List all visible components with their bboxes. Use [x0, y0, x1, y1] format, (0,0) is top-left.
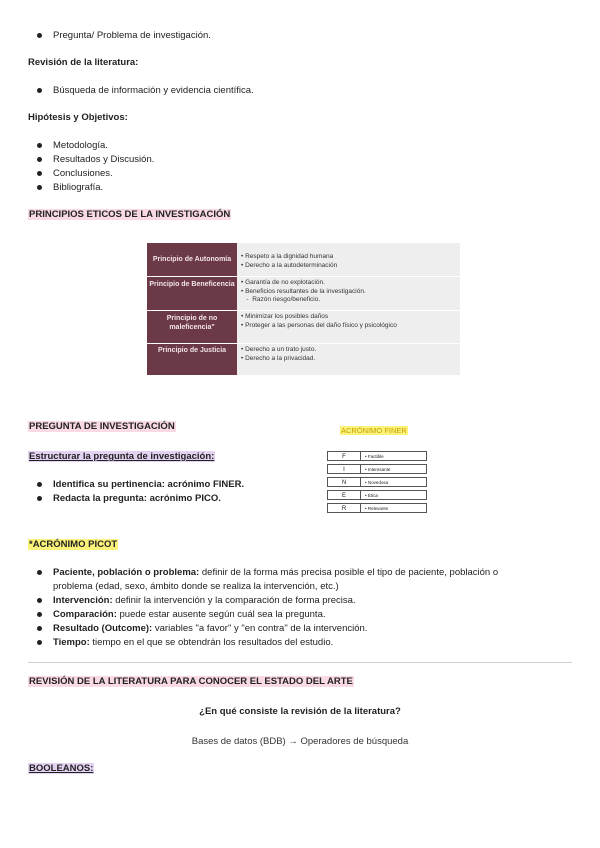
list-item-text: Bibliografía. [53, 182, 104, 193]
table-row [327, 451, 427, 461]
question-subheading [28, 451, 215, 462]
list-item-text: Metodología. [53, 140, 108, 151]
bullet-dot [37, 570, 42, 575]
bullet-dot [37, 640, 42, 645]
ethics-heading-text: PRINCIPIOS ETICOS DE LA INVESTIGACIÓN [29, 209, 231, 220]
review-question: ¿En qué consiste la revisión de la literatura? [199, 706, 401, 717]
finer-meaning: • Ética [361, 490, 427, 500]
finer-letter: R [327, 503, 361, 513]
picot-term: Comparación: [53, 609, 117, 620]
table-row [147, 311, 460, 343]
finer-letter: F [327, 451, 361, 461]
principle-item: • Garantía de no explotación. [241, 279, 325, 286]
picot-desc: definir de la forma más precisa posible el tipo de paciente, población o [199, 567, 499, 578]
list-item [53, 29, 211, 43]
bullet-dot [37, 33, 42, 38]
section-heading-lit-review: Revisión de la literatura: [28, 57, 139, 68]
finer-meaning: • Factible [361, 451, 427, 461]
section-heading-ethics [28, 209, 231, 220]
list-item [53, 622, 367, 636]
picot-term: Intervención: [53, 595, 113, 606]
picot-desc-cont: problema (edad, sexo, ámbito donde se realiza la intervención, etc.) [53, 581, 339, 592]
review-line: Bases de datos (BDB) → Operadores de búsqueda [191, 736, 409, 747]
question-subheading-text: Estructurar la pregunta de investigación: [29, 451, 215, 462]
finer-letter: E [327, 490, 361, 500]
list-item [53, 181, 103, 195]
table-divider [147, 276, 460, 277]
section-heading-hypothesis: Hipótesis y Objetivos: [28, 112, 128, 123]
principle-cell: Principio de Beneficencia [147, 277, 237, 310]
table-row [327, 490, 427, 500]
principle-item: • Respeto a la dignidad humana [241, 253, 334, 260]
bullet-dot [37, 626, 42, 631]
finer-title [340, 426, 408, 435]
principle-items-cell [237, 277, 460, 310]
principle-cell: Principio de no maleficencia" [147, 311, 237, 343]
list-item [53, 608, 326, 622]
table-row [147, 243, 460, 276]
finer-title-text: ACRÓNIMO FINER [341, 426, 407, 435]
picot-heading-text: *ACRÓNIMO PICOT [29, 539, 118, 550]
section-divider [28, 662, 572, 663]
question-heading-text: PREGUNTA DE INVESTIGACIÓN [29, 421, 175, 432]
principle-cell: Principio de Autonomía [147, 243, 237, 276]
finer-meaning: • Relevante [361, 503, 427, 513]
bullet-dot [37, 157, 42, 162]
bullet-dot [37, 598, 42, 603]
picot-desc: puede estar ausente según cuál sea la pregunta. [116, 609, 326, 620]
list-item [53, 492, 221, 506]
section-heading-booleans [28, 763, 94, 774]
section-heading-question [28, 421, 176, 432]
bullet-dot [37, 185, 42, 190]
booleans-heading-text: BOOLEANOS: [29, 763, 94, 774]
list-item [53, 478, 244, 492]
list-item [53, 594, 356, 608]
principle-items-cell [237, 243, 460, 276]
list-item-text: Pregunta/ Problema de investigación. [53, 30, 211, 41]
list-item [53, 153, 154, 167]
principle-item: • Beneficios resultantes de la investigación. [241, 287, 366, 295]
table-row [327, 503, 427, 513]
table-divider [147, 343, 460, 344]
principle-item: - Razón riesgo/beneficio. [241, 296, 321, 303]
bullet-dot [37, 496, 42, 501]
table-row [147, 344, 460, 375]
list-item [53, 84, 254, 98]
picot-desc: variables "a favor" y "en contra" de la intervención. [152, 623, 368, 634]
bullet-dot [37, 143, 42, 148]
bullet-dot [37, 612, 42, 617]
list-item [53, 566, 563, 594]
section-heading-review-state [28, 676, 354, 687]
list-item-text: Identifica su pertinencia: acrónimo FINER. [53, 479, 245, 490]
finer-letter: I [327, 464, 361, 474]
list-item-text: Resultados y Discusión. [53, 154, 155, 165]
bullet-dot [37, 88, 42, 93]
list-item-text: Búsqueda de información y evidencia científica. [53, 85, 254, 96]
table-row [147, 277, 460, 310]
finer-letter: N [327, 477, 361, 487]
ethics-principles-table [147, 243, 460, 375]
picot-desc: tiempo en el que se obtendrán los resultados del estudio. [89, 637, 334, 648]
list-item-text: Conclusiones. [53, 168, 113, 179]
list-item [53, 636, 333, 650]
bullet-dot [37, 171, 42, 176]
principle-items-cell [237, 311, 460, 343]
principle-item: • Derecho a la privacidad. [241, 354, 316, 362]
list-item-text: Redacta la pregunta: acrónimo PICO. [53, 493, 221, 504]
picot-desc: definir la intervención y la comparación de forma precisa. [112, 595, 356, 606]
list-item [53, 167, 113, 181]
principle-item: • Derecho a un trato justo. [241, 346, 317, 353]
principle-item: • Proteger a las personas del daño físico y psicológico [241, 321, 397, 329]
principle-cell: Principio de Justicia [147, 344, 237, 375]
review-state-heading-text: REVISIÓN DE LA LITERATURA PARA CONOCER EL ESTADO DEL ARTE [29, 676, 353, 687]
principle-items-cell [237, 344, 460, 375]
table-row [327, 477, 427, 487]
picot-term: Resultado (Outcome): [53, 623, 153, 634]
bullet-dot [37, 482, 42, 487]
finer-meaning: • Novedosa [361, 477, 427, 487]
principle-item: • Minimizar los posibles daños [241, 313, 329, 320]
picot-term: Tiempo: [53, 637, 90, 648]
table-divider [147, 310, 460, 311]
section-heading-picot [28, 539, 118, 550]
principle-item: • Derecho a la autodeterminación [241, 261, 338, 269]
picot-term: Paciente, población o problema: [53, 567, 200, 578]
finer-meaning: • Interesante [361, 464, 427, 474]
table-row [327, 464, 427, 474]
list-item [53, 139, 108, 153]
